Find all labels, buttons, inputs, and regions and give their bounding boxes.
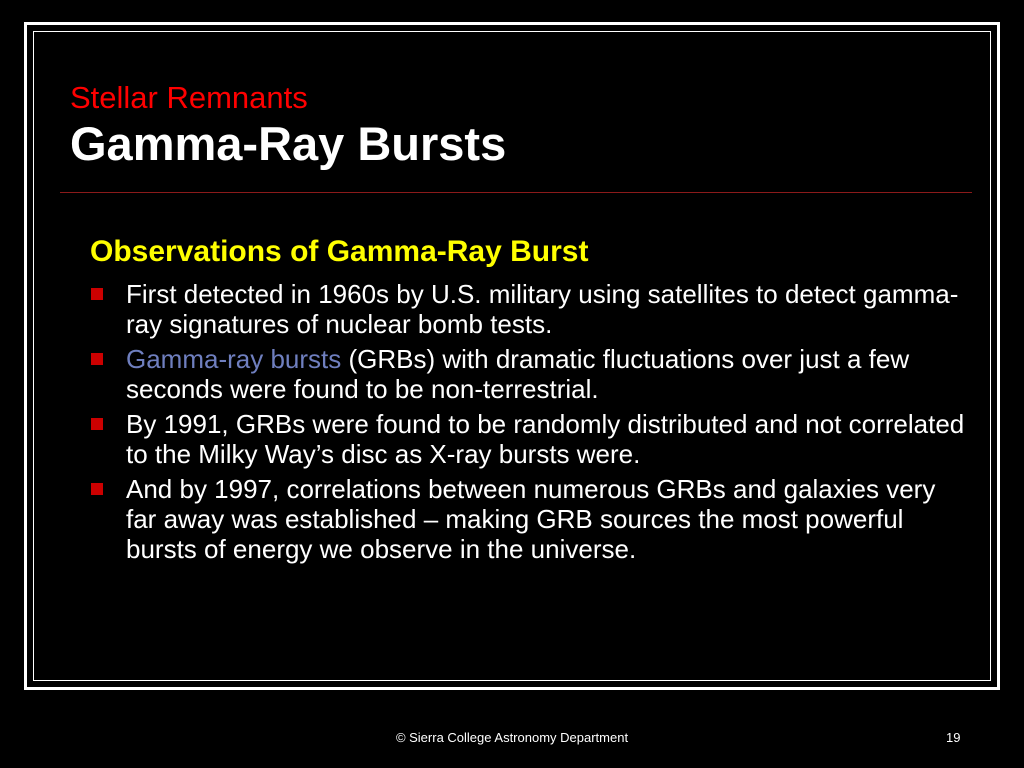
bullet-item-3 bbox=[90, 409, 970, 469]
bullet-item-4 bbox=[90, 474, 970, 564]
bullet-text: First detected in 1960s by U.S. military using satellites to detect gamma-ray signatures of nuclear bomb tests. bbox=[126, 279, 959, 339]
gamma-ray-bursts-link[interactable]: Gamma-ray bursts bbox=[126, 344, 342, 374]
square-bullet-icon bbox=[91, 353, 103, 365]
square-bullet-icon bbox=[91, 288, 103, 300]
bullet-item-1 bbox=[90, 279, 970, 339]
bullet-text: By 1991, GRBs were found to be randomly distributed and not correlated to the Milky Way’s disc as X-ray bursts were. bbox=[126, 409, 965, 469]
bullet-text: And by 1997, correlations between numerous GRBs and galaxies very far away was established – making GRB sources the most powerful bursts of energy we observe in the universe. bbox=[126, 474, 936, 564]
section-heading: Observations of Gamma-Ray Burst bbox=[90, 235, 589, 268]
slide-title: Gamma-Ray Bursts bbox=[70, 117, 507, 170]
slide-subtitle: Stellar Remnants bbox=[70, 80, 308, 115]
bullet-text: (GRBs) with dramatic fluctuations over just a few seconds were found to be non-terrestrial. bbox=[126, 344, 910, 404]
bullet-list bbox=[90, 279, 970, 569]
bullet-item-2 bbox=[90, 344, 970, 404]
square-bullet-icon bbox=[91, 418, 103, 430]
title-divider bbox=[60, 192, 972, 193]
slide-page-number: 19 bbox=[946, 730, 961, 745]
footer-copyright: © Sierra College Astronomy Department bbox=[395, 730, 629, 745]
square-bullet-icon bbox=[91, 483, 103, 495]
